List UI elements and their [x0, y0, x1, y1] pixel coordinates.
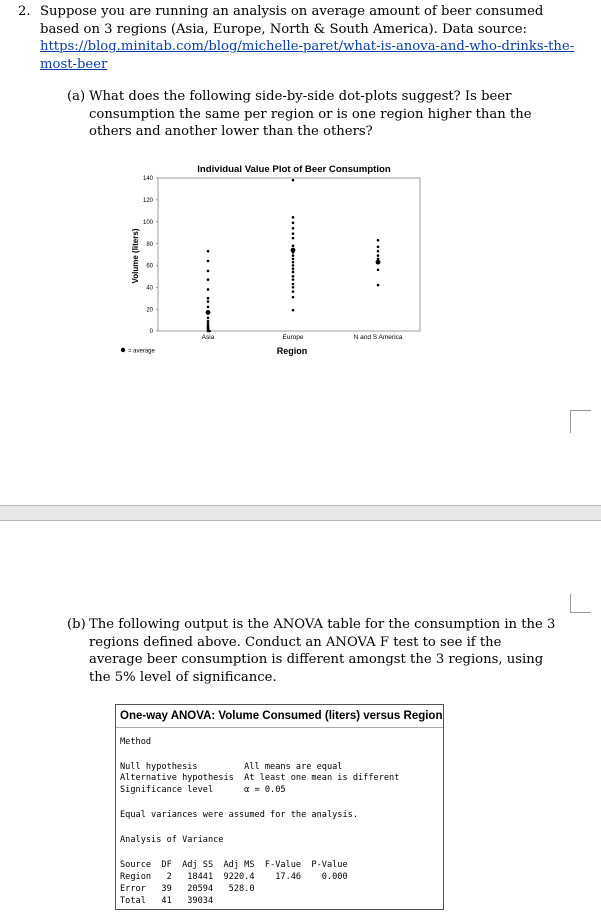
data-point: [292, 264, 295, 267]
anova-title: One-way ANOVA: Volume Consumed (liters) versus Region: [116, 705, 443, 728]
anova-row: Source DF Adj SS Adj MS F-Value P-Value: [120, 860, 348, 870]
dot-plot-chart: [118, 158, 430, 363]
data-point: [377, 239, 380, 242]
data-point: [292, 283, 295, 286]
data-point: [292, 271, 295, 274]
y-tick-label: 80: [146, 241, 153, 248]
data-point: [292, 244, 295, 247]
y-tick-label: 140: [142, 176, 153, 183]
data-point: [377, 284, 380, 287]
average-marker: [376, 260, 381, 265]
legend: [121, 348, 156, 355]
page-separator: [0, 505, 601, 521]
average-marker: [206, 310, 211, 315]
y-tick-label: 120: [142, 198, 153, 205]
anova-equal-var: Equal variances were assumed for the analysis.: [120, 810, 358, 820]
data-point: [292, 296, 295, 299]
data-point: [292, 267, 295, 270]
data-point: [377, 250, 380, 253]
data-point: [207, 260, 210, 263]
data-point: [207, 288, 210, 291]
anova-output: [115, 704, 444, 910]
anova-row: Region 2 18441 9220.4 17.46 0.000: [120, 872, 348, 882]
data-point: [207, 300, 210, 303]
part-a: [67, 88, 557, 141]
data-source-link[interactable]: https://blog.minitab.com/blog/michelle-paret/what-is-anova-and-who-drinks-the-most-beer: [40, 39, 575, 72]
y-axis-label: Volume (liters): [131, 228, 140, 284]
corner-mark-bottom: [570, 594, 591, 613]
dot-plot-svg: [118, 158, 430, 363]
data-point: [207, 250, 210, 253]
legend-dot: [121, 348, 125, 352]
average-marker: [291, 248, 296, 253]
data-point: [377, 246, 380, 249]
y-tick-label: 20: [146, 307, 153, 314]
anova-method: Method: [120, 737, 152, 747]
anova-row: Error 39 20594 528.0: [120, 884, 255, 894]
anova-sig: Significance level α = 0.05: [120, 785, 286, 795]
y-tick-label: 60: [146, 263, 153, 270]
data-point: [207, 306, 210, 309]
data-point: [292, 261, 295, 264]
part-a-text: What does the following side-by-side dot-plots suggest? Is beer consumption the same per region or is one region higher than the others and another lower than the others?: [89, 89, 532, 140]
data-point: [207, 297, 210, 300]
data-point: [207, 320, 210, 323]
y-tick-label: 40: [146, 285, 153, 292]
plot-frame: [158, 178, 420, 331]
data-point: [292, 216, 295, 219]
data-point: [292, 275, 295, 278]
data-point: [292, 232, 295, 235]
data-point: [377, 254, 380, 257]
question-number: 2.: [18, 4, 31, 19]
question-2: [18, 3, 583, 73]
data-point: [207, 317, 210, 320]
anova-alt: Alternative hypothesis At least one mean is different: [120, 773, 400, 783]
anova-row: Total 41 39034: [120, 896, 214, 906]
x-tick-label: N and S America: [353, 334, 403, 341]
data-point: [292, 227, 295, 230]
part-b-text: The following output is the ANOVA table for the consumption in the 3 regions defined above. Conduct an ANOVA F test to see if the average beer consumption is different amongst the 3 regions, using the 5% level of significance.: [89, 617, 556, 685]
data-point: [207, 270, 210, 273]
data-point: [292, 222, 295, 225]
part-b-label: (b): [67, 617, 86, 632]
chart-title: Individual Value Plot of Beer Consumption: [197, 164, 391, 175]
data-point: [292, 286, 295, 289]
data-point: [292, 258, 295, 261]
data-point: [292, 237, 295, 240]
data-point: [292, 290, 295, 293]
x-axis-label: Region: [276, 346, 308, 356]
data-point: [377, 269, 380, 272]
anova-aov-heading: Analysis of Variance: [120, 835, 224, 845]
question-text: Suppose you are running an analysis on average amount of beer consumed based on 3 regions (Asia, Europe, North & South America). Data source:: [40, 4, 544, 37]
part-b: [67, 616, 557, 686]
corner-mark-top: [570, 410, 591, 433]
y-tick-label: 100: [142, 219, 153, 226]
anova-null: Null hypothesis All means are equal: [120, 762, 343, 772]
data-point: [292, 309, 295, 312]
legend-text: = average: [128, 348, 155, 355]
y-tick-label: 0: [149, 329, 153, 336]
x-tick-label: Asia: [201, 334, 215, 341]
data-point: [207, 278, 210, 281]
x-tick-label: Europe: [282, 334, 304, 341]
data-point: [292, 254, 295, 257]
data-point: [292, 179, 295, 182]
data-point: [292, 278, 295, 281]
part-a-label: (a): [67, 89, 86, 104]
